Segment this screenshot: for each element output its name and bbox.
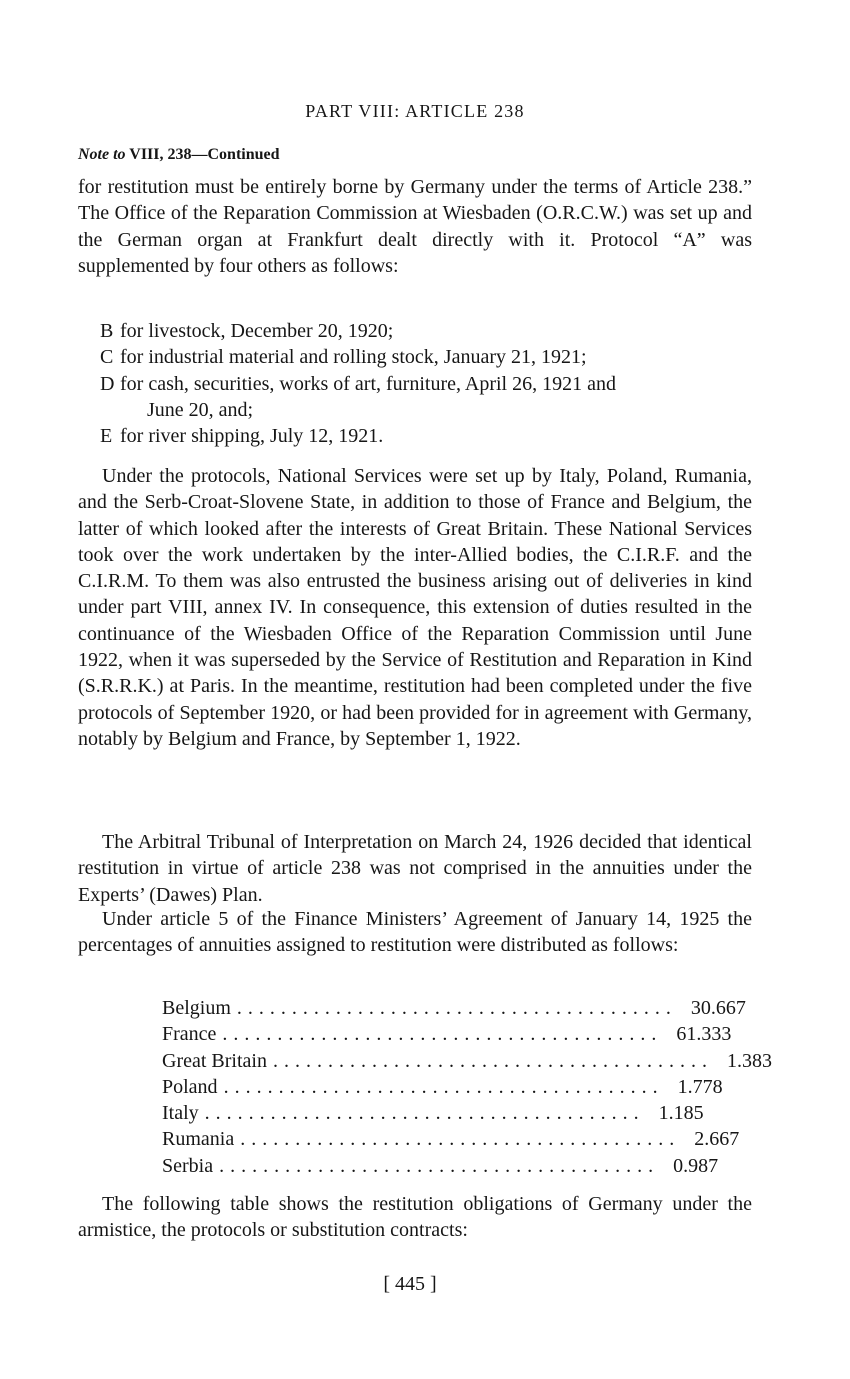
protocol-text: for livestock, December 20, 1920; bbox=[120, 320, 394, 342]
dot-leader: ........................................ bbox=[223, 1075, 664, 1098]
percentage-value: 61.333 bbox=[676, 1023, 732, 1046]
running-head: PART VIII: ARTICLE 238 bbox=[305, 101, 525, 121]
paragraph-under-protocols-block bbox=[78, 463, 752, 752]
paragraph-arbitral: The Arbitral Tribunal of Interpretation on March 24, 1926 decided that identical restitution in virtue of article 238 was not comprised in the annuities under the Experts’ (Dawes) Plan. bbox=[78, 831, 752, 906]
dot-leader: ........................................ bbox=[222, 1023, 663, 1046]
dot-leader: ........................................ bbox=[204, 1102, 645, 1125]
dot-leader: ........................................ bbox=[272, 1049, 713, 1072]
table-row bbox=[162, 1074, 723, 1100]
country-name: Belgium bbox=[162, 997, 231, 1019]
country-name: Great Britain bbox=[162, 1049, 267, 1072]
percentage-value: 1.185 bbox=[658, 1102, 704, 1125]
protocol-item bbox=[100, 318, 760, 344]
table-row bbox=[162, 1048, 772, 1074]
paragraph-following-block bbox=[78, 1191, 752, 1244]
dot-leader: ........................................ bbox=[219, 1154, 660, 1177]
paragraph-following: The following table shows the restitution obligations of Germany under the armistice, the protocols or substitution contracts: bbox=[78, 1193, 752, 1242]
note-heading-prefix: Note to bbox=[78, 146, 126, 163]
dot-leader: ........................................ bbox=[240, 1128, 681, 1151]
protocol-letter: B bbox=[100, 320, 114, 342]
table-row bbox=[162, 1100, 704, 1126]
country-name: France bbox=[162, 1023, 217, 1046]
table-row bbox=[162, 1153, 719, 1179]
country-name: Poland bbox=[162, 1075, 218, 1098]
distribution-table bbox=[162, 995, 772, 1179]
protocol-list bbox=[100, 318, 760, 449]
protocol-letter: D bbox=[100, 372, 115, 395]
protocol-item bbox=[100, 371, 760, 424]
percentage-value: 30.667 bbox=[690, 997, 746, 1019]
paragraph-under-protocols: Under the protocols, National Services were set up by Italy, Poland, Rumania, and the Serb-Croat-Slovene State, in addition to those of France and Belgium, the latter of which looked after the interests of Great Britain. These National Services took over the work undertaken by the inter-Allied bodies, the C.I.R.F. and the C.I.R.M. To them was also entrusted the business arising out of deliveries in kind under part VIII, annex IV. In consequence, this extension of duties resulted in the continuance of the Wiesbaden Office of the Reparation Commission until June 1922, when it was superseded by the Service of Restitution and Reparation in Kind (S.R.R.K.) at Paris. In the meantime, restitution had been completed under the five protocols of September 1920, or had been provided for in agreement with Germany, notably by Belgium and France, by September 1, 1922. bbox=[78, 465, 752, 750]
protocol-text: for cash, securities, works of art, furniture, April 26, 1921 and bbox=[120, 372, 616, 395]
protocol-text: for river shipping, July 12, 1921. bbox=[120, 425, 384, 448]
country-name: Rumania bbox=[162, 1128, 235, 1151]
protocol-letter: E bbox=[100, 425, 113, 448]
table-row bbox=[162, 1126, 740, 1152]
note-heading-rest: VIII, 238—Continued bbox=[129, 146, 280, 163]
percentage-value: 2.667 bbox=[694, 1128, 740, 1151]
protocol-text: for industrial material and rolling stock, January 21, 1921; bbox=[120, 346, 587, 369]
paragraph-continued-block bbox=[78, 174, 752, 279]
table-row bbox=[162, 995, 746, 1021]
protocol-text-continued: June 20, and; bbox=[147, 398, 254, 421]
table-row bbox=[162, 1021, 732, 1047]
protocol-item bbox=[100, 344, 760, 370]
protocol-item bbox=[100, 423, 760, 449]
dot-leader: ........................................ bbox=[236, 997, 677, 1019]
note-heading bbox=[78, 146, 280, 164]
paragraph-continued: for restitution must be entirely borne by Germany under the terms of Article 238.” The Office of the Reparation Commission at Wiesbaden (O.R.C.W.) was set up and the German organ at Frankfurt dealt directly with it. Protocol “A” was supplemented by four others as follows: bbox=[78, 176, 752, 277]
protocol-letter: C bbox=[100, 346, 114, 369]
percentage-value: 0.987 bbox=[673, 1154, 719, 1177]
paragraph-arbitral-block bbox=[78, 829, 752, 908]
paragraph-article5-block bbox=[78, 906, 752, 959]
page-number: [ 445 ] bbox=[383, 1273, 437, 1295]
country-name: Serbia bbox=[162, 1154, 214, 1177]
percentage-value: 1.383 bbox=[726, 1049, 772, 1072]
country-name: Italy bbox=[162, 1102, 199, 1125]
paragraph-article5: Under article 5 of the Finance Ministers’ Agreement of January 14, 1925 the percentages of annuities assigned to restitution were distributed as follows: bbox=[78, 908, 752, 957]
percentage-value: 1.778 bbox=[677, 1075, 723, 1098]
